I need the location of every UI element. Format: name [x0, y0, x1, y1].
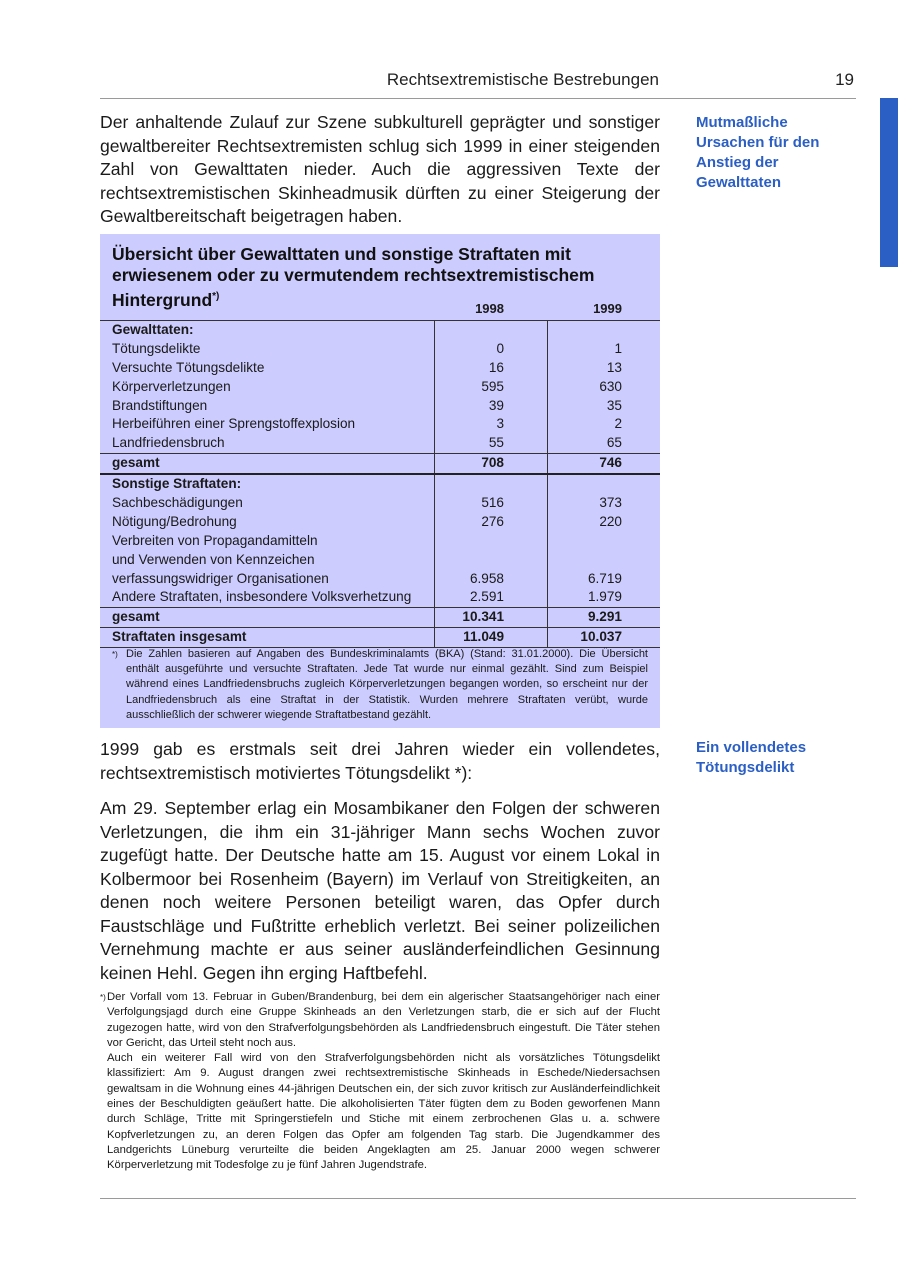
row-label: Andere Straftaten, insbesondere Volksverhetzung: [112, 589, 412, 605]
value-1999: 6.719: [587, 570, 622, 586]
row-label: gesamt: [112, 455, 160, 471]
row-label: Herbeiführen einer Sprengstoffexplosion: [112, 416, 356, 432]
table-row: [100, 607, 660, 627]
table-row: [100, 340, 660, 359]
page-footnotes: [100, 990, 660, 1174]
row-label: Sachbeschädigungen: [112, 495, 243, 511]
row-label: Versuchte Tötungsdelikte: [112, 359, 265, 375]
row-label: verfassungswidriger Organisationen: [112, 570, 329, 586]
table-row: [100, 570, 660, 589]
value-1999: 373: [599, 495, 622, 511]
value-1998: 11.049: [463, 629, 504, 645]
value-1999: 220: [599, 513, 622, 529]
intro-section: [100, 111, 660, 229]
value-1998: 0: [496, 340, 504, 356]
row-label: Tötungsdelikte: [112, 340, 201, 356]
value-1999: 10.037: [580, 629, 622, 645]
value-1998: 55: [488, 435, 504, 451]
row-label: Gewalttaten:: [112, 322, 194, 337]
value-1999: 13: [606, 359, 622, 375]
running-head: [100, 68, 856, 99]
value-1998: 708: [481, 455, 504, 471]
column-header-1998: 1998: [475, 301, 504, 316]
table-row: [100, 415, 660, 434]
value-1998: 39: [488, 397, 504, 413]
table-footnote: [112, 647, 648, 723]
value-1999: 1: [614, 340, 622, 356]
value-1998: 516: [481, 495, 504, 511]
table-row: [100, 513, 660, 532]
value-1999: 630: [599, 378, 622, 394]
row-label: Landfriedensbruch: [112, 435, 225, 451]
row-label: Nötigung/Bedrohung: [112, 513, 237, 529]
value-1999: 65: [606, 435, 622, 451]
row-label: Straftaten insgesamt: [112, 629, 247, 645]
statistics-table: [100, 320, 660, 648]
value-1999: 1.979: [587, 589, 622, 605]
table-row: [100, 453, 660, 475]
intro-paragraph: Der anhaltende Zulauf zur Szene subkulturell geprägter und sonstiger gewaltbereiter Rechtsextremisten schlug sich 1999 in einer steigenden Zahl von Gewalttaten nieder. Auch die aggressiven Texte der rechtsextremistischen Skinheadmusik dürften zu einer Steigerung der Gewaltbereitschaft beigetragen haben.: [100, 112, 660, 226]
table-row: [100, 532, 660, 551]
footnote-first: Der Vorfall vom 13. Februar in Guben/Brandenburg, bei dem ein algerischer Staatsangehöriger nach einer Verfolgungsjagd durch eine Gruppe Skinheads an den Verletzungen starb, die er sich auf der Flucht zugezogen hatte, wird von den Strafverfolgungsbehörden als Landfriedensbruch eingestuft. Die Täter stehen vor Gericht, das Urteil steht noch aus.: [107, 991, 660, 1049]
column-header-1999: 1999: [593, 301, 622, 316]
value-1999: 746: [599, 455, 622, 471]
row-label: und Verwenden von Kennzeichen: [112, 551, 315, 567]
table-footnote-marker: *): [112, 650, 118, 659]
row-label: gesamt: [112, 609, 160, 625]
value-1998: 10.341: [462, 609, 504, 625]
table-row: [100, 434, 660, 453]
value-1998: 595: [481, 378, 504, 394]
table-title: Übersicht über Gewalttaten und sonstige Straftaten mit erwiesenem oder zu vermutendem rechtsextremistischem Hintergrund*): [112, 244, 595, 310]
running-head-title: Rechtsextremistische Bestrebungen: [386, 70, 659, 89]
table-row: [100, 321, 660, 340]
bottom-rule: [100, 1198, 856, 1199]
table-row: [100, 494, 660, 513]
chapter-edge-tab: [880, 98, 898, 267]
table-row: [100, 475, 660, 494]
value-1999: 9.291: [587, 609, 622, 625]
table-row: [100, 588, 660, 607]
value-1998: 16: [488, 359, 504, 375]
paragraph-1999: 1999 gab es erstmals seit drei Jahren wieder ein vollendetes, rechtsextremistisch motiviertes Tötungsdelikt *):: [100, 739, 660, 783]
statistics-box: [100, 234, 660, 728]
table-footnote-text: Die Zahlen basieren auf Angaben des Bundeskriminalamts (BKA) (Stand: 31.01.2000). Die Übersicht enthält ausgeführte und versuchte Straftaten. Jede Tat wurde nur einmal gezählt. Sind zum Beispiel während eines Landfriedensbruchs zugleich Körperverletzungen begangen worden, so erscheint nur der Landfriedensbruch als eine Straftat in der Statistik. Wurden mehrere Straftaten verübt, wurde ausschließlich der schwerer wiegende Straftatbestand gezählt.: [126, 648, 648, 721]
case-section: [100, 797, 660, 985]
value-1998: 3: [496, 416, 504, 432]
margin-note-homicide: Ein vollendetes Tötungsdelikt: [696, 739, 807, 776]
row-label: Brandstiftungen: [112, 397, 208, 413]
table-row: [100, 627, 660, 647]
page-number: 19: [835, 70, 854, 89]
table-row: [100, 359, 660, 378]
footnote-second: Auch ein weiterer Fall wird von den Strafverfolgungsbehörden nicht als vorsätzliches Tötungsdelikt klassifiziert: Am 9. August drangen zwei rechtsextremistische Skinheads in Eschede/Niedersachsen gewaltsam in die Wohnung eines 44-jährigen Deutschen ein, der sich zuvor kritisch zur Ausländerfeindlichkeit eines der Beschuldigten geäußert hatte. Die alkoholisierten Täter fügten dem zu Boden geworfenen Mann durch Schläge, Tritte mit Springerstiefeln und Stiche mit einem zerbrochenen Glas u. a. schwere Kopfverletzungen zu, an deren Folgen das Opfer am folgenden Tag starb. Die Jugendkammer des Landgerichts Lüneburg verurteilte die beiden Angeklagten am 25. Januar 2000 wegen schwerer Körperverletzung mit Todesfolge zu je fünf Jahren Jugendstrafe.: [107, 1052, 660, 1172]
footnote-marker: *): [100, 993, 106, 1002]
value-1998: 276: [481, 513, 504, 529]
table-row: [100, 397, 660, 416]
row-label: Körperverletzungen: [112, 378, 231, 394]
margin-note-causes: Mutmaßliche Ursachen für den Anstieg der Gewalttaten: [696, 114, 820, 191]
value-1998: 6.958: [469, 570, 504, 586]
row-label: Verbreiten von Propagandamitteln: [112, 532, 318, 548]
table-title-marker: *): [212, 291, 220, 302]
table-row: [100, 551, 660, 570]
value-1999: 35: [606, 397, 622, 413]
value-1999: 2: [614, 416, 622, 432]
paragraph-case: Am 29. September erlag ein Mosambikaner den Folgen der schweren Verletzungen, die ihm ein 31-jähriger Mann sechs Wochen zuvor zugefügt hatte. Der Deutsche hatte am 15. August vor einem Lokal in Kolbermoor bei Rosenheim (Bayern) im Verlauf von Streitigkeiten, an denen noch weitere Personen beteiligt waren, das Opfer durch Faustschläge und Fußtritte erheblich verletzt. Bei seiner polizeilichen Vernehmung machte er aus seiner ausländerfeindlichen Gesinnung keinen Hehl. Gegen ihn erging Haftbefehl.: [100, 798, 660, 983]
table-row: [100, 378, 660, 397]
value-1998: 2.591: [469, 589, 504, 605]
section-1999: [100, 738, 660, 785]
row-label: Sonstige Straftaten:: [112, 476, 242, 492]
